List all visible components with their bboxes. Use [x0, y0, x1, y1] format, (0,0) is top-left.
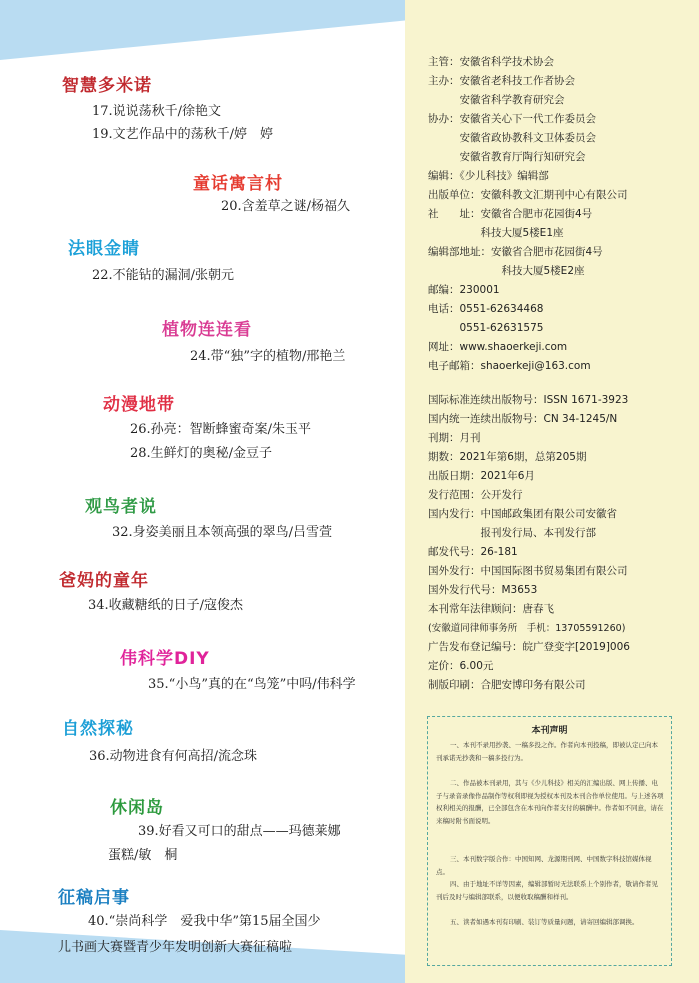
publication-line: 出版日期：2021年6月: [428, 470, 535, 482]
toc-item[interactable]: 22.不能钻的漏洞/张朝元: [92, 268, 235, 283]
toc-item[interactable]: 17.说说荡秋千/徐艳文: [92, 104, 222, 119]
section-title[interactable]: 植物连连看: [162, 320, 252, 340]
toc-item[interactable]: 40.“崇尚科学 爱我中华”第15届全国少: [88, 914, 321, 929]
toc-item[interactable]: 35.“小鸟”真的在“鸟笼”中吗/伟科学: [148, 677, 356, 692]
publication-line: 发行范围：公开发行: [428, 489, 523, 501]
masthead-line: 主办：安徽省老科技工作者协会: [428, 75, 575, 87]
section-title[interactable]: 伟科学DIY: [120, 649, 210, 669]
declaration-paragraph: 二、作品被本刊录用，其与《少儿科技》相关的汇编出版、网上传播、电子与录音录像作品制作等权利即视为授权本刊及本刊合作单位使用。与上述各项权利相关的报酬，已全部包含在本刊向作者支付的稿酬中。作者如不同意，请在来稿时附书面说明。: [436, 779, 664, 825]
publication-line: 刊期：月刊: [428, 432, 481, 444]
publication-line: 邮发代号：26-181: [428, 546, 518, 558]
toc-item[interactable]: 34.收藏糖纸的日子/寇俊杰: [88, 598, 244, 613]
publication-line: 国外发行代号：M3653: [428, 584, 538, 596]
declaration-paragraph: 四、由于地址不详等因素，编辑部暂时无法联系上个别作者，敬请作者见刊后及时与编辑部联系，以便收取稿酬和样刊。: [436, 880, 658, 901]
publication-line: 国内统一连续出版物号：CN 34-1245/N: [428, 413, 618, 425]
section-title[interactable]: 观鸟者说: [85, 497, 157, 517]
declaration-box: [427, 716, 672, 966]
masthead-line: 安徽省政协教科文卫体委员会: [428, 132, 596, 144]
section-title[interactable]: 法眼金睛: [68, 239, 140, 259]
declaration-title: 本刊声明: [531, 726, 568, 736]
publication-line: 期数：2021年第6期，总第205期: [428, 451, 587, 463]
publication-line: 定价：6.00元: [428, 660, 494, 672]
toc-item[interactable]: 19.文艺作品中的荡秋千/婷 婷: [92, 127, 274, 142]
masthead-line: 邮编：230001: [428, 284, 500, 296]
masthead-line: 0551-62631575: [428, 322, 544, 334]
email-link[interactable]: 电子邮箱：shaoerkeji@163.com: [428, 360, 591, 372]
toc-item[interactable]: 39.好看又可口的甜点——玛德莱娜: [138, 824, 341, 839]
masthead-line: 科技大厦5楼E1座: [428, 227, 564, 239]
section-title[interactable]: 征稿启事: [58, 888, 130, 908]
masthead-line: 编辑：《少儿科技》编辑部: [428, 170, 549, 182]
publication-line: 国外发行：中国国际图书贸易集团有限公司: [428, 565, 628, 577]
masthead-line: 出版单位：安徽科教文汇期刊中心有限公司: [428, 189, 628, 201]
masthead-line: 安徽省教育厅陶行知研究会: [428, 151, 586, 163]
section-title[interactable]: 自然探秘: [62, 719, 134, 739]
declaration-paragraph: 一、本刊不录用抄袭、一稿多投之作。作者向本刊投稿，即被认定已向本刊承诺无抄袭和一稿多投行为。: [436, 741, 658, 762]
declaration-paragraph: 三、本刊数字版合作：中国知网、龙源期刊网、中国数字科技馆媒体视点。: [436, 855, 652, 876]
publication-line: (安徽道同律师事务所 手机：13705591260): [428, 623, 626, 634]
section-title[interactable]: 动漫地带: [103, 395, 175, 415]
toc-item[interactable]: 36.动物进食有何高招/流念珠: [89, 749, 258, 764]
section-title[interactable]: 休闲岛: [110, 798, 164, 818]
publication-line: 报刊发行局、本刊发行部: [428, 527, 596, 539]
publication-line: 本刊常年法律顾问：唐春飞: [428, 603, 554, 615]
website-link[interactable]: 网址：www.shaoerkeji.com: [428, 341, 568, 353]
section-title[interactable]: 爸妈的童年: [59, 571, 149, 591]
section-title[interactable]: 智慧多米诺: [62, 76, 152, 96]
masthead-line: 电话：0551-62634468: [428, 303, 544, 315]
declaration-paragraph: 五、读者如遇本刊有印刷、装订等质量问题，请寄回编辑部调换。: [450, 918, 639, 926]
toc-item[interactable]: 20.含羞草之谜/杨福久: [221, 199, 351, 214]
publication-line: 制版印刷：合肥安博印务有限公司: [428, 679, 586, 691]
masthead-line: 安徽省科学教育研究会: [428, 94, 565, 106]
toc-item[interactable]: 28.生鲜灯的奥秘/金豆子: [130, 446, 273, 461]
publication-line: 广告发布登记编号：皖广登变字[2019]006: [428, 641, 630, 653]
publication-line: 国内发行：中国邮政集团有限公司安徽省: [428, 508, 617, 520]
toc-item[interactable]: 26.孙亮：智断蜂蜜奇案/朱玉平: [130, 422, 312, 437]
toc-item[interactable]: 蛋糕/敏 桐: [108, 848, 178, 863]
masthead-line: 科技大厦5楼E2座: [428, 265, 585, 277]
section-title[interactable]: 童话寓言村: [193, 174, 283, 194]
sky-blue-band: [0, 0, 410, 60]
masthead-line: 主管：安徽省科学技术协会: [428, 56, 554, 68]
toc-item[interactable]: 32.身姿美丽且本领高强的翠鸟/吕雪萱: [112, 525, 333, 540]
masthead-line: 协办：安徽省关心下一代工作委员会: [428, 113, 596, 125]
masthead-line: 编辑部地址：安徽省合肥市花园街4号: [428, 246, 603, 258]
toc-item[interactable]: 24.带“独”字的植物/邢艳兰: [190, 349, 346, 364]
publication-line: 国际标准连续出版物号：ISSN 1671-3923: [428, 394, 629, 406]
masthead-line: 社 址：安徽省合肥市花园街4号: [428, 208, 593, 220]
toc-item[interactable]: 儿书画大赛暨青少年发明创新大赛征稿啦: [58, 940, 293, 955]
